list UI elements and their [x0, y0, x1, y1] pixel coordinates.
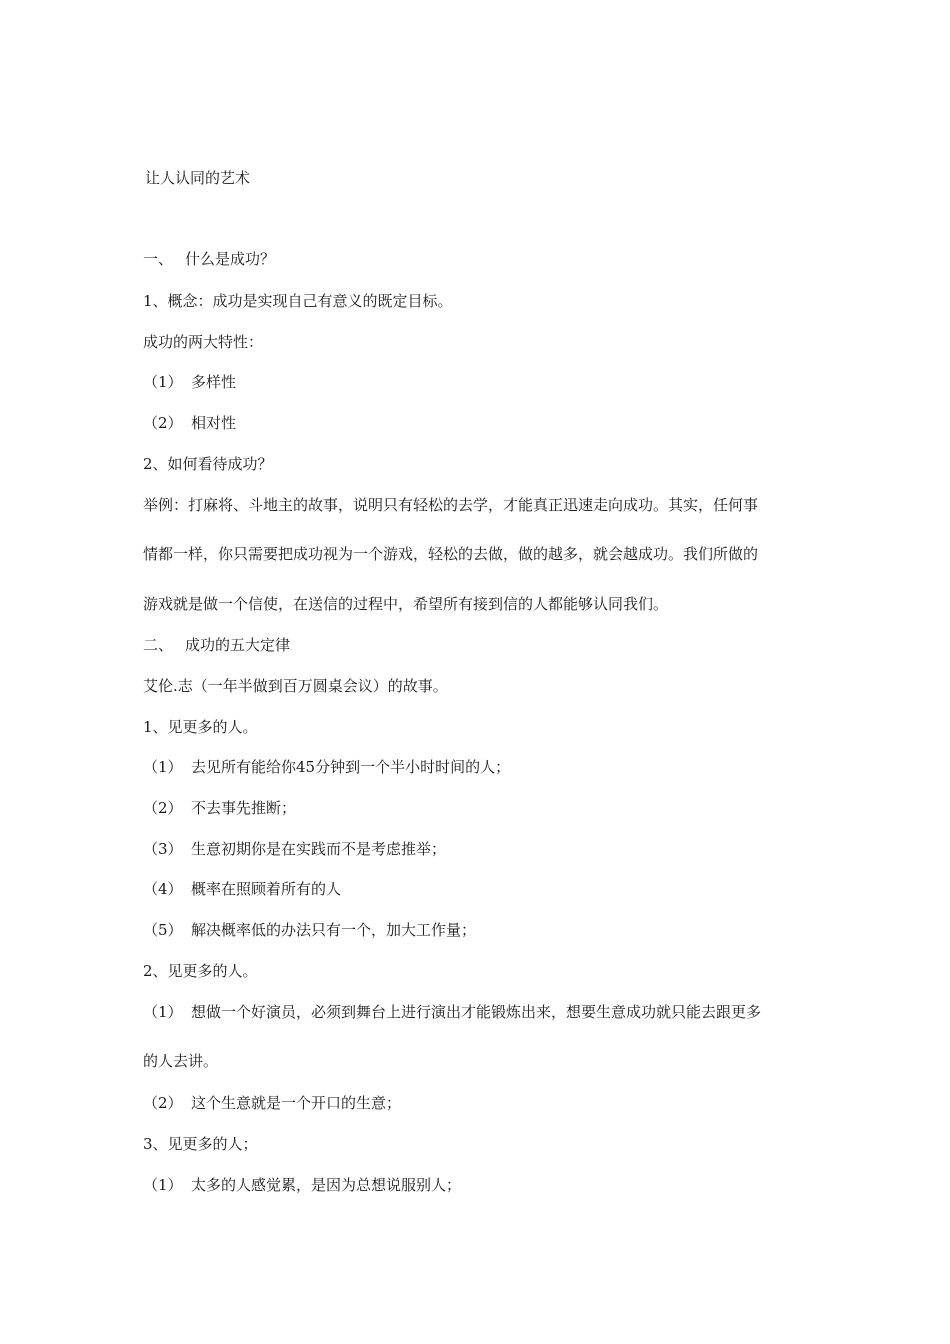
paragraph-item-2: 2、如何看待成功？ [143, 455, 273, 473]
list-text: 相对性 [191, 414, 237, 432]
list-number: （4） [143, 880, 183, 898]
section-number: 二、 [143, 636, 174, 654]
law-1-point-1 [143, 757, 823, 777]
paragraph-example-line-3: 游戏就是做一个信使，在送信的过程中，希望所有接到信的人都能够认同我们。 [143, 595, 669, 613]
law-2-point-1-line-2: 的人去讲。 [143, 1052, 219, 1070]
list-item-trait-1 [143, 372, 823, 392]
list-text: 概率在照顾着所有的人 [191, 880, 342, 898]
list-text: 太多的人感觉累，是因为总想说服别人； [191, 1176, 462, 1194]
list-number: （1） [143, 1176, 183, 1194]
law-1-heading: 1、见更多的人。 [143, 718, 258, 736]
paragraph-traits-intro: 成功的两大特性： [143, 333, 264, 351]
section-number: 一、 [143, 250, 174, 268]
law-2-heading: 2、见更多的人。 [143, 962, 258, 980]
section-heading-text: 成功的五大定律 [185, 636, 291, 654]
law-1-point-2 [143, 798, 823, 818]
law-3-heading: 3、见更多的人； [143, 1135, 258, 1153]
list-text: 不去事先推断； [191, 799, 297, 817]
section-heading-text: 什么是成功？ [185, 250, 276, 268]
list-text: 这个生意就是一个开口的生意； [191, 1094, 402, 1112]
paragraph-example-line-1: 举例：打麻将、斗地主的故事，说明只有轻松的去学，才能真正迅速走向成功。其实，任何事 [143, 496, 759, 514]
law-2-point-2 [143, 1093, 823, 1113]
law-1-point-3 [143, 839, 823, 859]
list-text: 生意初期你是在实践而不是考虑推举； [191, 840, 447, 858]
list-number: （1） [143, 758, 183, 776]
document-title: 让人认同的艺术 [145, 169, 251, 187]
law-2-point-1-line-1 [143, 1002, 823, 1022]
list-number: （2） [143, 414, 183, 432]
list-text: 去见所有能给你45分钟到一个半小时时间的人； [191, 758, 511, 776]
section-heading-1 [143, 249, 823, 269]
law-3-point-1 [143, 1175, 823, 1195]
list-number: （5） [143, 921, 183, 939]
list-item-trait-2 [143, 413, 823, 433]
section-heading-2 [143, 635, 823, 655]
list-number: （2） [143, 1094, 183, 1112]
list-number: （3） [143, 840, 183, 858]
list-text: 想做一个好演员，必须到舞台上进行演出才能锻炼出来，想要生意成功就只能去跟更多 [191, 1003, 762, 1021]
law-1-point-4 [143, 879, 823, 899]
law-1-point-5 [143, 920, 823, 940]
list-number: （2） [143, 799, 183, 817]
paragraph-example-line-2: 情都一样，你只需要把成功视为一个游戏，轻松的去做，做的越多，就会越成功。我们所做的 [143, 545, 759, 563]
paragraph-concept: 1、概念：成功是实现自己有意义的既定目标。 [143, 292, 453, 310]
list-text: 多样性 [191, 373, 237, 391]
list-number: （1） [143, 373, 183, 391]
list-text: 解决概率低的办法只有一个，加大工作量； [191, 921, 477, 939]
paragraph-story: 艾伦.志（一年半做到百万圆桌会议）的故事。 [143, 677, 448, 695]
list-number: （1） [143, 1003, 183, 1021]
